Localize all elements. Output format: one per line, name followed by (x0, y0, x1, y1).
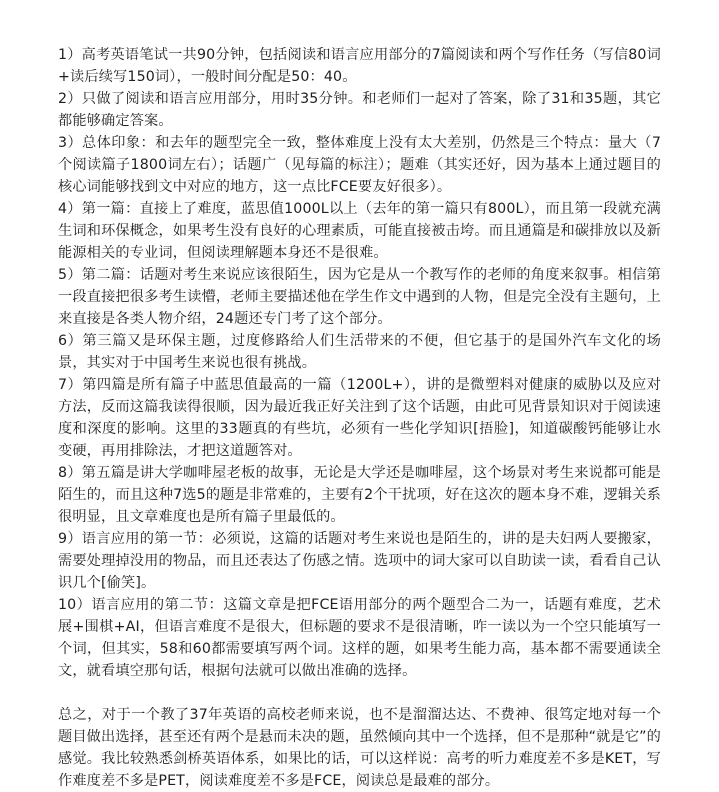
point-8: 8）第五篇是讲大学咖啡屋老板的故事，无论是大学还是咖啡屋，这个场景对考生来说都可能是陌生的，而且这种7选5的题是非常难的，主要有2个干扰项，好在这次的题本身不难，逻辑关系很明显，且文章难度也是所有篇子里最低的。 (58, 465, 661, 525)
point-4: 4）第一篇：直接上了难度，蓝思值1000L以上（去年的第一篇只有800L），而且第一段就充满生词和环保概念，如果考生没有良好的心理素质，可能直接被击垮。而且通篇是和碳排放以及新能源相关的专业词，但阅读理解题本身还不是很难。 (58, 201, 661, 261)
summary-paragraph: 总之，对于一个教了37年英语的高校老师来说，也不是溜溜达达、不费神、很笃定地对每一个题目做出选择，甚至还有两个是悬而未决的题，虽然倾向其中一个选择，但不是那种“就是它”的感觉。我比较熟悉剑桥英语体系，如果比的话，可以这样说：高考的听力难度差不多是KET，写作难度差不多是PET，阅读难度差不多是FCE，阅读总是最难的部分。 (58, 707, 661, 789)
point-3: 3）总体印象：和去年的题型完全一致，整体难度上没有太大差别，仍然是三个特点：量大（7个阅读篇子1800词左右）；话题广（见每篇的标注）；题难（其实还好，因为基本上通过题目的核心词能够找到文中对应的地方，这一点比FCE要友好很多）。 (58, 135, 661, 195)
point-6: 6）第三篇又是环保主题，过度修路给人们生活带来的不便，但它基于的是国外汽车文化的场景，其实对于中国考生来说也很有挑战。 (58, 333, 661, 371)
point-7: 7）第四篇是所有篇子中蓝思值最高的一篇（1200L+），讲的是微塑料对健康的威胁以及应对方法，反而这篇我读得很顺，因为最近我正好关注到了这个话题，由此可见背景知识对于阅读速度和深度的影响。这里的33题真的有些坑，必须有一些化学知识[捂脸]，知道碳酸钙能够让水变硬，再用排除法，才把这道题答对。 (58, 377, 661, 459)
point-1: 1）高考英语笔试一共90分钟，包括阅读和语言应用部分的7篇阅读和两个写作任务（写信80词+读后续写150词），一般时间分配是50：40。 (58, 47, 661, 85)
point-5: 5）第二篇：话题对考生来说应该很陌生，因为它是从一个教写作的老师的角度来叙事。相信第一段直接把很多考生读懵，老师主要描述他在学生作文中遇到的人物，但是完全没有主题句，上来直接是各类人物介绍，24题还专门考了这个部分。 (58, 267, 661, 327)
paragraph-spacer (58, 682, 661, 704)
point-2: 2）只做了阅读和语言应用部分，用时35分钟。和老师们一起对了答案，除了31和35题，其它都能够确定答案。 (58, 91, 661, 129)
point-9: 9）语言应用的第一节：必须说，这篇的话题对考生来说也是陌生的，讲的是夫妇两人要搬家，需要处理掉没用的物品，而且还表达了伤感之情。选项中的词大家可以自助读一读，看看自己认识几个[偷笑]。 (58, 531, 661, 591)
point-10: 10）语言应用的第二节：这篇文章是把FCE语用部分的两个题型合二为一，话题有难度，艺术展+围棋+AI，但语言难度不是很大，但标题的要求不是很清晰，咋一读以为一个空只能填写一个词，但其实，58和60都需要填写两个词。这样的题，如果考生能力高，基本都不需要通读全文，就看填空那句话，根据句法就可以做出准确的选择。 (58, 597, 661, 679)
